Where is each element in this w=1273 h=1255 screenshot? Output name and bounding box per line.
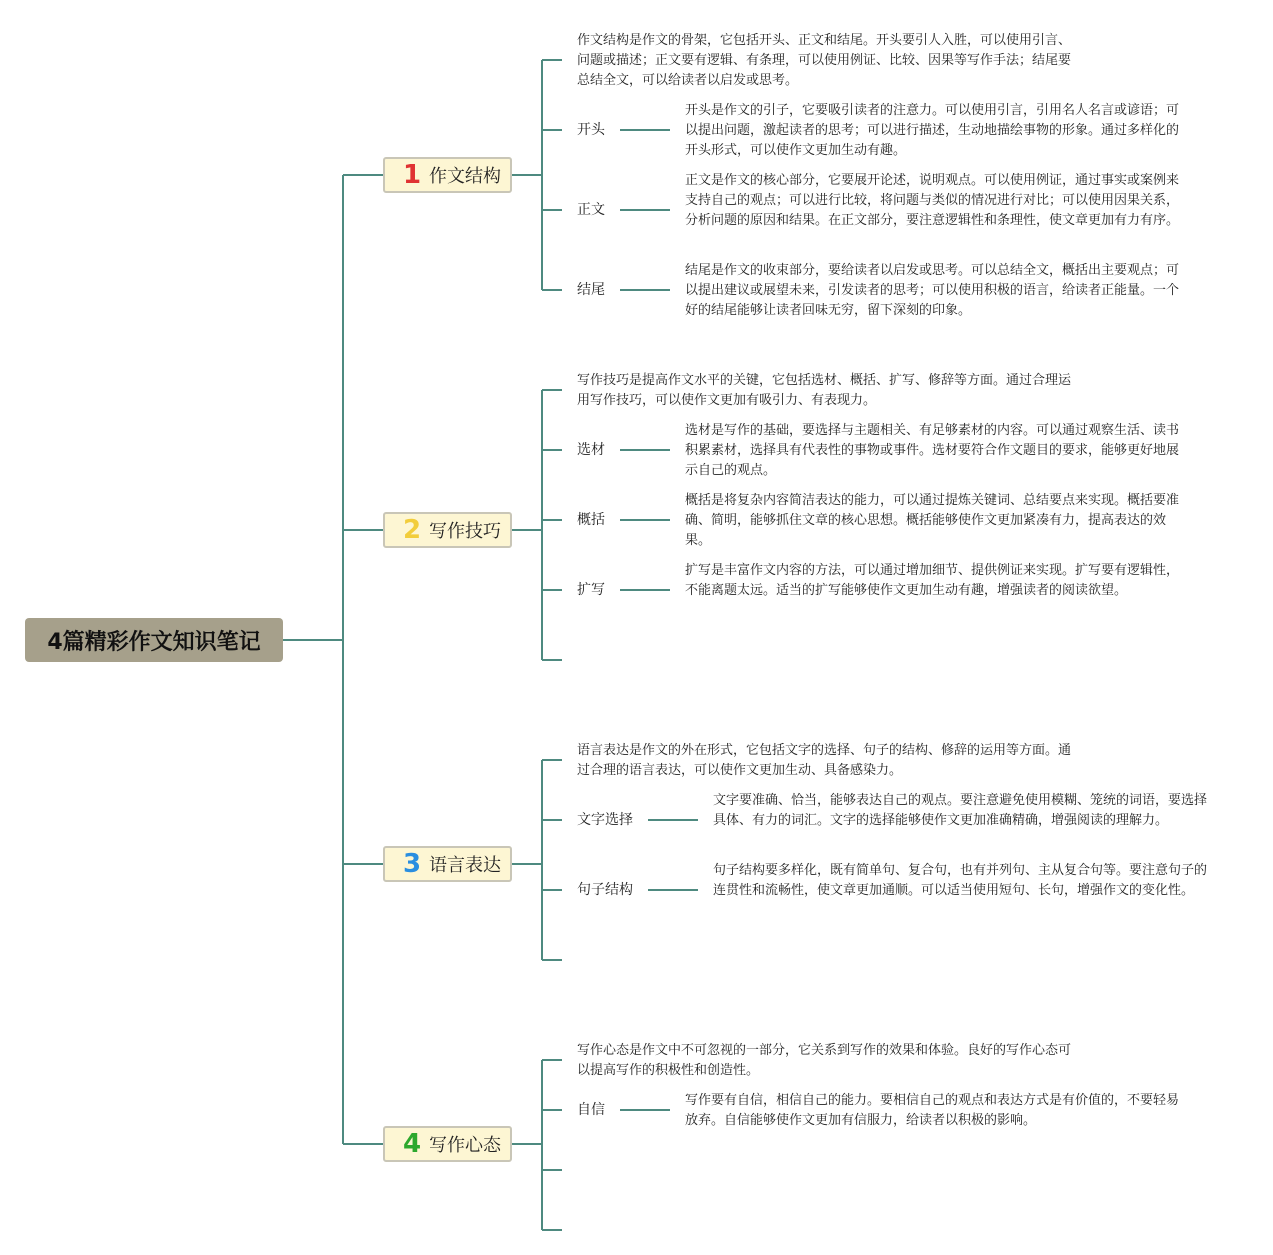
subtopic-label[interactable]: 扩写 bbox=[577, 582, 605, 598]
topic-node-2[interactable] bbox=[383, 512, 512, 548]
subtopic-description: 文字要准确、恰当，能够表达自己的观点。要注意避免使用模糊、笼统的词语，要选择具体、有力的词汇。文字的选择能够使作文更加准确精确，增强阅读的理解力。 bbox=[713, 793, 1208, 828]
topic-node-4[interactable] bbox=[383, 1126, 512, 1162]
topic-summary-3: 语言表达是作文的外在形式，它包括文字的选择、句子的结构、修辞的运用等方面。通过合理的语言表达，可以使作文更加生动、具备感染力。 bbox=[577, 743, 1072, 778]
subtopic-description: 扩写是丰富作文内容的方法，可以通过增加细节、提供例证来实现。扩写要有逻辑性，不能离题太远。适当的扩写能够使作文更加生动有趣，增强读者的阅读欲望。 bbox=[685, 563, 1180, 598]
topic-node-1[interactable] bbox=[383, 157, 512, 193]
subtopic-label[interactable]: 选材 bbox=[577, 442, 605, 458]
subtopic-description: 写作要有自信，相信自己的能力。要相信自己的观点和表达方式是有价值的，不要轻易放弃。自信能够使作文更加有信服力，给读者以积极的影响。 bbox=[685, 1093, 1180, 1128]
topic-label-3: 语言表达 bbox=[429, 855, 501, 876]
subtopic-description: 结尾是作文的收束部分，要给读者以启发或思考。可以总结全文，概括出主要观点；可以提出建议或展望未来，引发读者的思考；可以使用积极的语言，给读者正能量。一个好的结尾能够让读者回味无穷，留下深刻的印象。 bbox=[685, 263, 1180, 318]
topic-label-4: 写作心态 bbox=[429, 1135, 501, 1156]
subtopic-label[interactable]: 文字选择 bbox=[577, 812, 633, 828]
topic-summary-2: 写作技巧是提高作文水平的关键，它包括选材、概括、扩写、修辞等方面。通过合理运用写作技巧，可以使作文更加有吸引力、有表现力。 bbox=[577, 373, 1072, 408]
topic-number-1: 1 bbox=[402, 160, 422, 190]
root-node[interactable] bbox=[25, 618, 283, 662]
subtopic-label[interactable]: 开头 bbox=[577, 122, 605, 138]
subtopic-label[interactable]: 概括 bbox=[577, 512, 605, 528]
subtopic-label[interactable]: 自信 bbox=[577, 1102, 605, 1118]
topic-node-3[interactable] bbox=[383, 846, 512, 882]
subtopic-description: 开头是作文的引子，它要吸引读者的注意力。可以使用引言，引用名人名言或谚语；可以提出问题，激起读者的思考；可以进行描述，生动地描绘事物的形象。通过多样化的开头形式，可以使作文更加生动有趣。 bbox=[685, 103, 1180, 158]
topic-label-1: 作文结构 bbox=[429, 166, 501, 187]
subtopic-description: 正文是作文的核心部分，它要展开论述，说明观点。可以使用例证，通过事实或案例来支持自己的观点；可以进行比较，将问题与类似的情况进行对比；可以使用因果关系，分析问题的原因和结果。在正文部分，要注意逻辑性和条理性，使文章更加有力有序。 bbox=[685, 173, 1180, 228]
subtopic-description: 选材是写作的基础，要选择与主题相关、有足够素材的内容。可以通过观察生活、读书积累素材，选择具有代表性的事物或事件。选材要符合作文题目的要求，能够更好地展示自己的观点。 bbox=[685, 423, 1180, 478]
subtopic-label[interactable]: 句子结构 bbox=[577, 882, 633, 898]
root-title: 4篇精彩作文知识笔记 bbox=[47, 629, 261, 655]
subtopic-description: 句子结构要多样化，既有简单句、复合句，也有并列句、主从复合句等。要注意句子的连贯性和流畅性，使文章更加通顺。可以适当使用短句、长句，增强作文的变化性。 bbox=[713, 863, 1208, 898]
topic-number-4: 4 bbox=[402, 1129, 422, 1159]
subtopic-label[interactable]: 正文 bbox=[577, 202, 605, 218]
topic-label-2: 写作技巧 bbox=[429, 521, 501, 542]
topic-number-2: 2 bbox=[402, 515, 422, 545]
topic-summary-4: 写作心态是作文中不可忽视的一部分，它关系到写作的效果和体验。良好的写作心态可以提高写作的积极性和创造性。 bbox=[577, 1043, 1072, 1078]
subtopic-description: 概括是将复杂内容简洁表达的能力，可以通过提炼关键词、总结要点来实现。概括要准确、简明，能够抓住文章的核心思想。概括能够使作文更加紧凑有力，提高表达的效果。 bbox=[685, 493, 1180, 548]
topic-summary-1: 作文结构是作文的骨架，它包括开头、正文和结尾。开头要引人入胜，可以使用引言、问题或描述；正文要有逻辑、有条理，可以使用例证、比较、因果等写作手法；结尾要总结全文，可以给读者以启发或思考。 bbox=[577, 33, 1072, 88]
subtopic-label[interactable]: 结尾 bbox=[577, 282, 605, 298]
topic-number-3: 3 bbox=[402, 849, 422, 879]
